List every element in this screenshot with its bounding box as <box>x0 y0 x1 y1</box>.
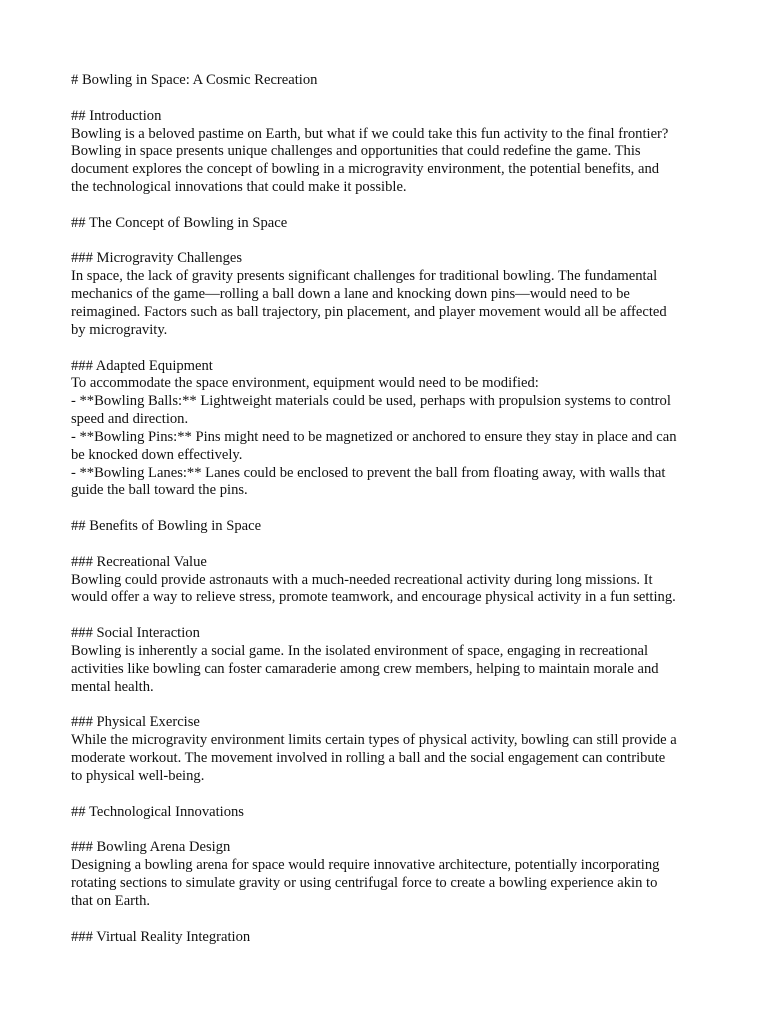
body-line: While the microgravity environment limits certain types of physical activity, bowling can still provide a <box>71 732 677 749</box>
body-line: moderate workout. The movement involved in rolling a ball and the social engagement can contribute <box>71 750 666 767</box>
section-heading: ## Technological Innovations <box>71 803 244 820</box>
body-line: document explores the concept of bowling in a microgravity environment, the potential benefits, and <box>71 161 660 178</box>
body-line: Bowling could provide astronauts with a much-needed recreational activity during long missions. It <box>71 571 653 588</box>
body-line: rotating sections to simulate gravity or using centrifugal force to create a bowling experience akin to <box>71 874 658 891</box>
blank-line <box>71 536 703 554</box>
body-line: to physical well-being. <box>71 767 205 784</box>
body-line: by microgravity. <box>71 321 168 338</box>
section-heading: ## Introduction <box>71 107 162 124</box>
section-heading: ## Benefits of Bowling in Space <box>71 518 262 535</box>
blank-line <box>71 90 703 108</box>
subsection-heading: ### Microgravity Challenges <box>71 250 243 267</box>
body-line: would offer a way to relieve stress, promote teamwork, and encourage physical activity in a fun setting. <box>71 589 676 606</box>
blank-line <box>71 500 703 518</box>
section-heading: ## The Concept of Bowling in Space <box>71 214 288 231</box>
blank-line <box>71 697 703 715</box>
list-item-line: - **Bowling Pins:** Pins might need to be magnetized or anchored to ensure they stay in place and can <box>71 428 677 445</box>
body-line: mechanics of the game—rolling a ball down a lane and knocking down pins—would need to be <box>71 286 630 303</box>
body-line: Bowling is inherently a social game. In the isolated environment of space, engaging in recreational <box>71 643 649 659</box>
body-line: To accommodate the space environment, equipment would need to be modified: <box>71 375 539 392</box>
body-line: speed and direction. <box>71 411 189 428</box>
list-item-line: - **Bowling Lanes:** Lanes could be enclosed to prevent the ball from floating away, with walls that <box>71 464 666 481</box>
body-line: mental health. <box>71 678 154 695</box>
subsection-heading: ### Recreational Value <box>71 553 207 570</box>
blank-line <box>71 233 703 251</box>
blank-line <box>71 607 703 625</box>
subsection-heading: ### Physical Exercise <box>71 714 200 731</box>
document-title: # Bowling in Space: A Cosmic Recreation <box>71 72 318 88</box>
blank-line <box>71 197 703 215</box>
body-line: activities like bowling can foster camaraderie among crew members, helping to maintain morale and <box>71 660 659 677</box>
blank-line <box>71 340 703 358</box>
subsection-heading: ### Virtual Reality Integration <box>71 928 251 945</box>
list-item-line: - **Bowling Balls:** Lightweight materials could be used, perhaps with propulsion systems to control <box>71 393 671 410</box>
body-line: guide the ball toward the pins. <box>71 482 248 499</box>
body-line: reimagined. Factors such as ball trajectory, pin placement, and player movement would all be affected <box>71 303 667 320</box>
body-line: Designing a bowling arena for space would require innovative architecture, potentially incorporating <box>71 857 660 874</box>
body-line: Bowling in space presents unique challenges and opportunities that could redefine the game. This <box>71 143 641 160</box>
body-line: be knocked down effectively. <box>71 446 243 463</box>
body-line: the technological innovations that could make it possible. <box>71 179 407 196</box>
document-page <box>71 72 703 946</box>
body-line: that on Earth. <box>71 892 151 909</box>
subsection-heading: ### Bowling Arena Design <box>71 839 231 856</box>
blank-line <box>71 786 703 804</box>
body-line: Bowling is a beloved pastime on Earth, but what if we could take this fun activity to the final frontier? <box>71 125 669 142</box>
body-line: In space, the lack of gravity presents significant challenges for traditional bowling. The fundamental <box>71 268 658 285</box>
blank-line <box>71 821 703 839</box>
subsection-heading: ### Social Interaction <box>71 625 200 642</box>
subsection-heading: ### Adapted Equipment <box>71 357 213 374</box>
blank-line <box>71 911 703 929</box>
